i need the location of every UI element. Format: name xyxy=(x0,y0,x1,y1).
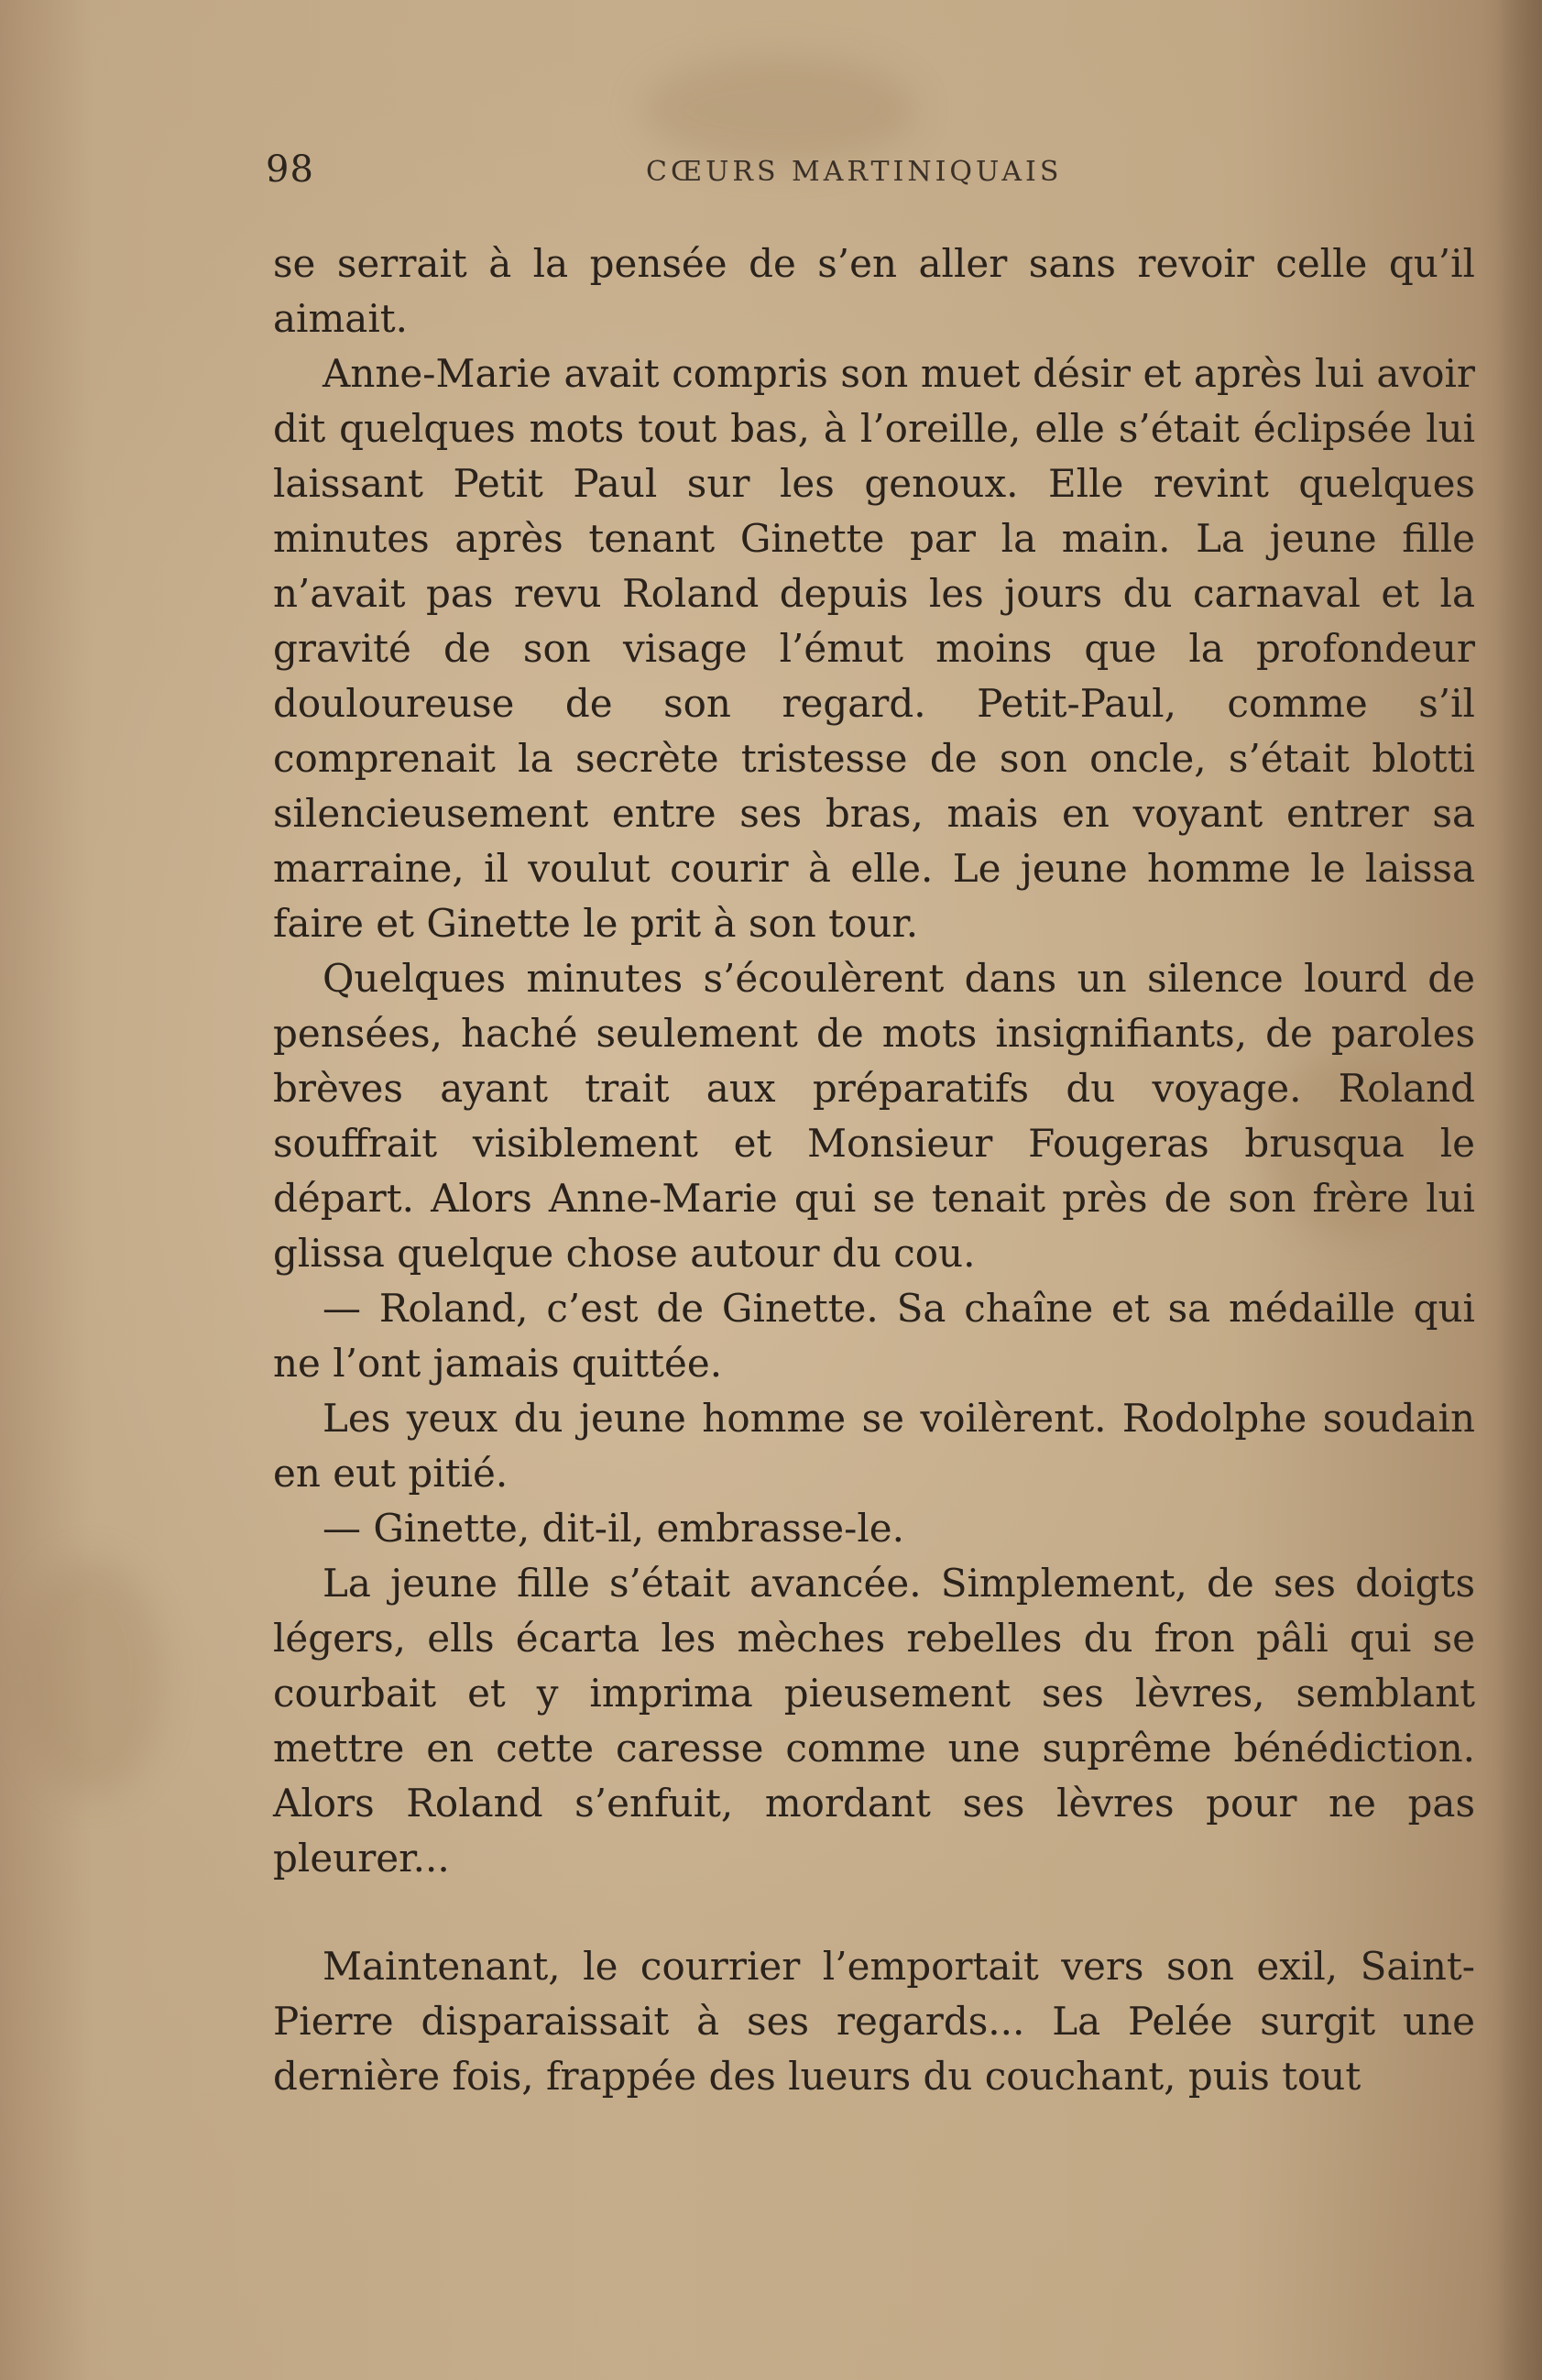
paper-stain xyxy=(18,1558,165,1796)
page-number: 98 xyxy=(266,148,314,191)
paragraph: Quelques minutes s’écoulèrent dans un silence lourd de pensées, haché seulement de mots insignifiants, de paroles brèves ayant trait aux préparatifs du voyage. Roland souffrait visiblement et Monsieur Fougeras brusqua le départ. Alors Anne-Marie qui se tenait près de son frère lui glissa quelque chose autour du cou. xyxy=(273,956,1475,1276)
paragraph: — Ginette, dit-il, embrasse-le. xyxy=(323,1506,904,1551)
section-gap xyxy=(273,1886,1475,1939)
running-title: CŒURS MARTINIQUAIS xyxy=(646,156,1063,188)
paragraph: — Roland, c’est de Ginette. Sa chaîne et sa médaille qui ne l’ont jamais quittée. xyxy=(273,1286,1475,1386)
paragraph: se serrait à la pensée de s’en aller sans revoir celle qu’il aimait. xyxy=(273,241,1475,341)
paragraph: Maintenant, le courrier l’emportait vers son exil, Saint-Pierre disparaissait à ses regards... La Pelée surgit une dernière fois, frappée des lueurs du couchant, puis tout xyxy=(273,1944,1475,2099)
paragraph: Anne-Marie avait compris son muet désir et après lui avoir dit quelques mots tout bas, à l’oreille, elle s’était éclipsée lui laissant Petit Paul sur les genoux. Elle revint quelques minutes après tenant Ginette par la main. La jeune fille n’avait pas revu Roland depuis les jours du carnaval et la gravité de son visage l’émut moins que la profondeur douloureuse de son regard. Petit-Paul, comme s’il comprenait la secrète tristesse de son oncle, s’était blotti silencieusement entre ses bras, mais en voyant entrer sa marraine, il voulut courir à elle. Le jeune homme le laissa faire et Ginette le prit à son tour. xyxy=(273,351,1475,946)
body-text xyxy=(273,236,1475,2104)
page-header xyxy=(266,148,1475,194)
paragraph: Les yeux du jeune homme se voilèrent. Rodolphe soudain en eut pitié. xyxy=(273,1396,1475,1496)
page-edge-shadow xyxy=(1496,0,1542,2380)
paragraph: La jeune fille s’était avancée. Simplement, de ses doigts légers, ells écarta les mèches rebelles du fron pâli qui se courbait et y imprima pieusement ses lèvres, semblant mettre en cette caresse comme une suprême bénédiction. Alors Roland s’enfuit, mordant ses lèvres pour ne pas pleurer... xyxy=(273,1561,1475,1881)
